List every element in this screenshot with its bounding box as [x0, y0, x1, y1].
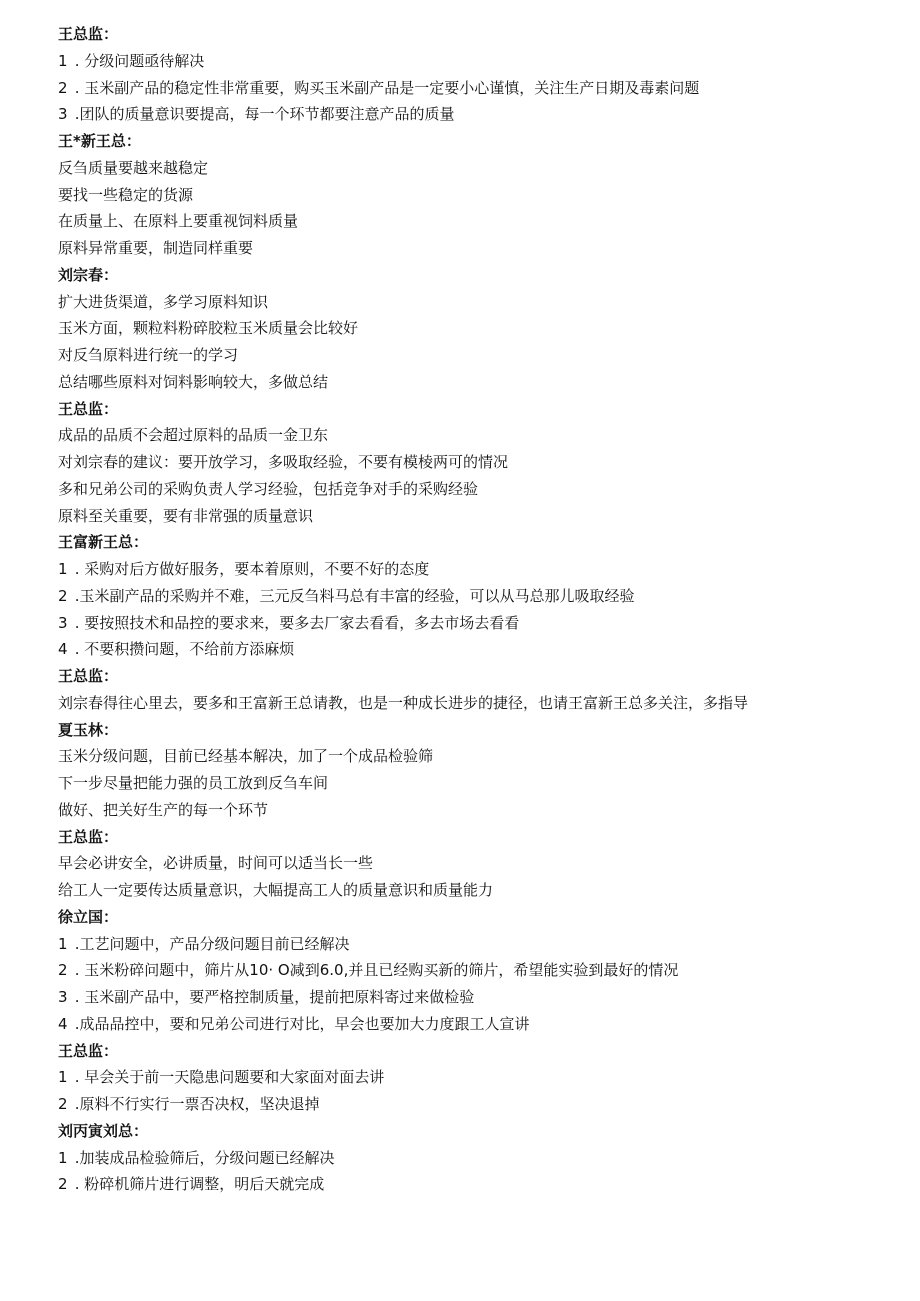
numbered-item — [58, 1171, 898, 1198]
item-number: 4 — [58, 1014, 68, 1033]
item-number: 3 — [58, 613, 68, 632]
speaker-heading: 王总监： — [58, 25, 119, 43]
item-number: 2 — [58, 78, 68, 97]
numbered-item — [58, 984, 898, 1011]
speaker-heading: 王总监： — [58, 827, 119, 846]
text-line: 对反刍原料进行统一的学习 — [58, 346, 239, 364]
speaker-heading: 刘丙寅刘总： — [58, 1121, 149, 1140]
numbered-item — [58, 1091, 898, 1118]
item-number: 2 — [58, 586, 68, 605]
text-line: 玉米方面，颗粒料粉碎胶粒玉米质量会比较好 — [58, 319, 359, 338]
item-number: 2 — [58, 1095, 68, 1113]
item-number: 4 — [58, 640, 68, 659]
item-text: .团队的质量意识要提高，每一个环节都要注意产品的质量 — [70, 105, 455, 124]
item-number: 3 — [58, 105, 68, 124]
item-text: . 分级问题亟待解决 — [70, 51, 205, 70]
text-line: 多和兄弟公司的采购负责人学习经验，包括竞争对手的采购经验 — [58, 479, 479, 498]
item-number: 2 — [58, 961, 68, 980]
item-number: 1 — [58, 51, 68, 70]
numbered-item — [58, 957, 898, 984]
speaker-heading: 王总监： — [58, 399, 119, 418]
numbered-item — [58, 556, 898, 583]
text-line: 早会必讲安全，必讲质量，时间可以适当长一些 — [58, 854, 374, 873]
numbered-item — [58, 931, 898, 958]
numbered-item — [58, 610, 898, 637]
speaker-heading: 王总监： — [58, 667, 119, 685]
item-text: .成品品控中，要和兄弟公司进行对比，早会也要加大力度跟工人宣讲 — [70, 1014, 530, 1033]
item-text: . 不要积攒问题，不给前方添麻烦 — [70, 640, 295, 659]
text-line: 下一步尽量把能力强的员工放到反刍车间 — [58, 774, 329, 792]
speaker-heading: 刘宗春： — [58, 265, 119, 284]
numbered-item — [58, 1011, 898, 1038]
speaker-heading: 徐立国： — [58, 907, 119, 926]
text-line: 成品的品质不会超过原料的品质一金卫东 — [58, 426, 329, 445]
numbered-item — [58, 636, 898, 663]
item-text: . 玉米粉碎问题中，筛片从10· O减到6.0,并且已经购买新的筛片，希望能实验到最好的情况 — [70, 961, 679, 980]
item-text: . 要按照技术和品控的要求来，要多去厂家去看看，多去市场去看看 — [70, 613, 520, 632]
item-text: .加装成品检验筛后，分级问题已经解决 — [70, 1148, 335, 1167]
item-number: 1 — [58, 560, 68, 578]
text-line: 原料异常重要，制造同样重要 — [58, 239, 254, 257]
item-text: .玉米副产品的采购并不难，三元反刍料马总有丰富的经验，可以从马总那儿吸取经验 — [70, 586, 635, 605]
text-line: 总结哪些原料对饲料影响较大，多做总结 — [58, 372, 329, 391]
text-line: 对刘宗春的建议：要开放学习，多吸取经验，不要有模棱两可的情况 — [58, 453, 509, 471]
text-line: 给工人一定要传达质量意识，大幅提高工人的质量意识和质量能力 — [58, 881, 494, 899]
speaker-heading: 王总监： — [58, 1041, 119, 1060]
text-line: 在质量上、在原料上要重视饲料质量 — [58, 212, 299, 231]
item-text: . 玉米副产品的稳定性非常重要，购买玉米副产品是一定要小心谨慎，关注生产日期及毒素问题 — [70, 78, 700, 97]
item-number: 1 — [58, 934, 68, 953]
item-text: .原料不行实行一票否决权，坚决退掉 — [70, 1095, 320, 1113]
numbered-item — [58, 583, 898, 610]
meeting-notes-document — [58, 21, 898, 1198]
item-number: 3 — [58, 988, 68, 1006]
item-text: . 玉米副产品中，要严格控制质量，提前把原料寄过来做检验 — [70, 988, 475, 1006]
text-line: 做好、把关好生产的每一个环节 — [58, 800, 269, 819]
item-text: .工艺问题中，产品分级问题目前已经解决 — [70, 934, 350, 953]
text-line: 原料至关重要，要有非常强的质量意识 — [58, 506, 314, 525]
text-line: 刘宗春得往心里去，要多和王富新王总请教，也是一种成长进步的捷径，也请王富新王总多关注，多指导 — [58, 693, 749, 712]
numbered-item — [58, 75, 898, 102]
text-line: 玉米分级问题，目前已经基本解决，加了一个成品检验筛 — [58, 747, 434, 766]
text-line: 要找一些稳定的货源 — [58, 185, 194, 204]
item-number: 1 — [58, 1148, 68, 1167]
numbered-item — [58, 48, 898, 75]
speaker-heading: 夏玉林： — [58, 720, 119, 739]
item-text: . 早会关于前一天隐患问题要和大家面对面去讲 — [70, 1068, 385, 1087]
text-line: 扩大进货渠道，多学习原料知识 — [58, 292, 269, 311]
numbered-item — [58, 1064, 898, 1091]
item-number: 2 — [58, 1175, 68, 1194]
item-text: . 粉碎机筛片进行调整，明后天就完成 — [70, 1175, 325, 1194]
item-text: . 采购对后方做好服务，要本着原则，不要不好的态度 — [70, 560, 430, 578]
numbered-item — [58, 101, 898, 128]
speaker-heading: 王富新王总： — [58, 533, 149, 552]
text-line: 反刍质量要越来越稳定 — [58, 158, 209, 177]
item-number: 1 — [58, 1068, 68, 1087]
speaker-heading: 王*新王总： — [58, 132, 141, 150]
numbered-item — [58, 1145, 898, 1172]
